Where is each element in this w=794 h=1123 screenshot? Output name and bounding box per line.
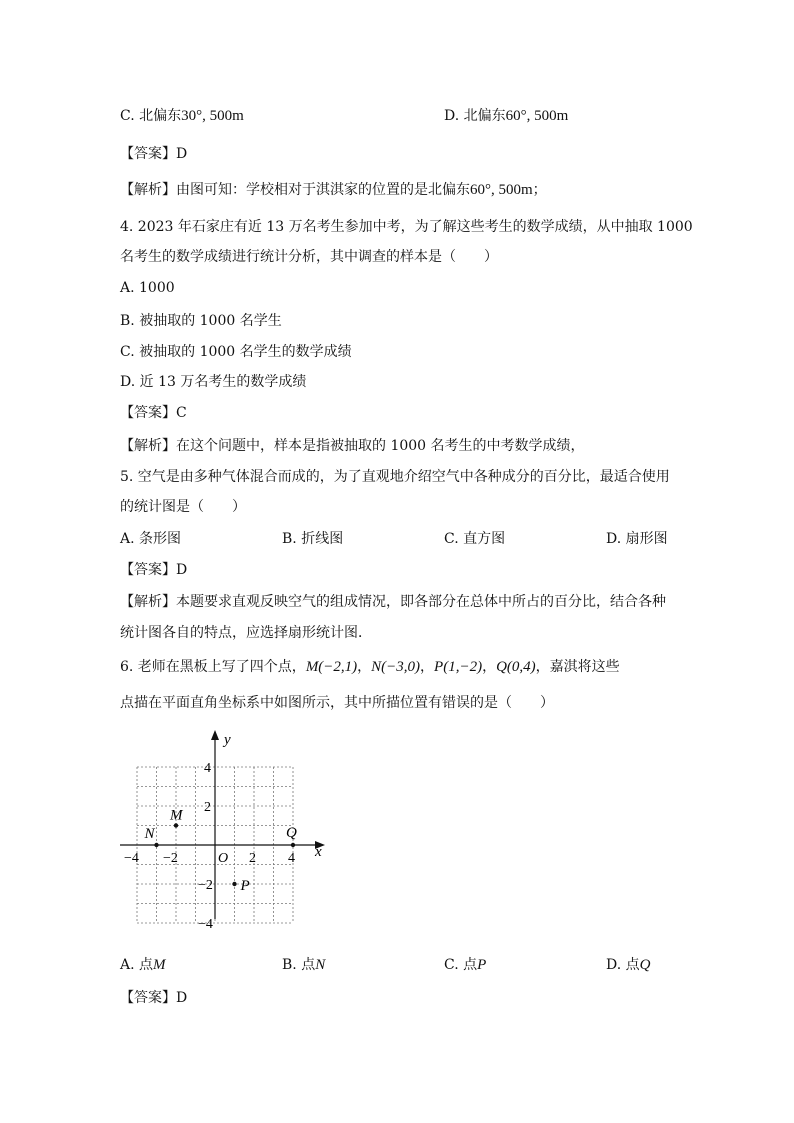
q6-option-c	[444, 955, 486, 975]
q4-option-a	[120, 278, 175, 298]
y-axis-label: y	[224, 732, 231, 748]
x-tick-labels	[124, 851, 295, 866]
y-axis-arrow	[211, 730, 219, 740]
q4-option-b	[120, 311, 282, 331]
q4-option-d	[120, 372, 306, 392]
analysis-tag: 【解析】	[120, 438, 176, 454]
x-tick-label: 2	[249, 851, 256, 866]
analysis-text: 在这个问题中，样本是指被抽取的 1000 名考生的中考数学成绩，	[176, 438, 585, 454]
point-n-coords: N(−3,0)	[371, 659, 421, 675]
q5-option-c	[444, 529, 505, 549]
option-letter: B.	[282, 957, 297, 973]
option-letter: A.	[120, 531, 135, 547]
q6-stem-line1: 6. 老师在黑板上写了四个点，M(−2,1)，N(−3,0)，P(1,−2)，Q(0,4)，嘉淇将这些	[120, 659, 620, 675]
q5-analysis-line1	[120, 592, 666, 612]
option-text: 直方图	[463, 531, 506, 547]
option-var: P	[477, 957, 487, 973]
answer-tag: 【答案】	[120, 146, 176, 162]
q5-stem-line1: 5. 空气是由多种气体混合而成的，为了直观地介绍空气中各种成分的百分比，最适合使用	[120, 469, 670, 485]
q4-answer	[120, 403, 187, 423]
stem-text: 6. 老师在黑板上写了四个点，	[120, 659, 306, 675]
origin-label: O	[218, 851, 229, 866]
option-text: 北偏东	[139, 108, 182, 124]
answer-tag: 【答案】	[120, 562, 176, 578]
point-q	[286, 825, 297, 847]
option-var: N	[315, 957, 326, 973]
answer-value: D	[176, 146, 188, 162]
q4-stem-line2: 名考生的数学成绩进行统计分析，其中调查的样本是（ ）	[120, 249, 498, 265]
option-text: 折线图	[301, 531, 344, 547]
analysis-tag: 【解析】	[120, 182, 176, 198]
q5-analysis-line2: 统计图各自的特点，应选择扇形统计图．	[120, 625, 372, 641]
q6-option-a	[120, 955, 166, 975]
analysis-text: 本题要求直观反映空气的组成情况，即各部分在总体中所占的百分比，结合各种	[176, 594, 666, 610]
point-dot	[154, 843, 158, 847]
option-text: 点	[301, 957, 316, 973]
q3-option-c	[120, 106, 244, 126]
analysis-tag: 【解析】	[120, 594, 176, 610]
stem-text: ，嘉淇将这些	[535, 659, 620, 675]
x-tick-label: −4	[124, 851, 139, 866]
q6-stem-line2: 点描在平面直角坐标系中如图所示，其中所描位置有错误的是（ ）	[120, 695, 554, 711]
option-text: 北偏东	[463, 108, 506, 124]
option-text: 点	[625, 957, 640, 973]
q5-option-d	[606, 529, 668, 549]
option-text: 扇形图	[625, 531, 668, 547]
q5-option-a	[120, 529, 181, 549]
q5-option-b	[282, 529, 343, 549]
point-label: N	[144, 826, 155, 842]
option-letter: C.	[120, 344, 135, 360]
x-tick-label: −2	[163, 851, 178, 866]
option-text: 被抽取的 1000 名学生	[139, 313, 282, 329]
option-text: 条形图	[139, 531, 182, 547]
option-var: Q	[639, 957, 651, 973]
option-text: 被抽取的 1000 名学生的数学成绩	[139, 344, 352, 360]
option-letter: D.	[606, 531, 622, 547]
option-letter: D.	[444, 108, 460, 124]
point-dot	[232, 882, 236, 886]
point-label: P	[240, 878, 250, 894]
option-letter: D.	[606, 957, 622, 973]
option-math: 30°, 500m	[181, 108, 244, 124]
analysis-text: 由图可知：学校相对于淇淇家的位置的是北偏东	[176, 182, 470, 198]
q4-stem-line1: 4. 2023 年石家庄有近 13 万名考生参加中考，为了解这些考生的数学成绩，从中抽取 1000	[120, 219, 693, 235]
option-letter: D.	[120, 374, 136, 390]
q4-option-c	[120, 342, 352, 362]
point-m	[169, 808, 184, 828]
option-letter: A.	[120, 957, 135, 973]
analysis-punct: ；	[532, 182, 547, 198]
coordinate-plane	[112, 730, 332, 940]
point-m-coords: M(−2,1)	[305, 659, 358, 675]
answer-value: C	[176, 405, 187, 421]
y-tick-label: −4	[198, 917, 213, 932]
option-text: 点	[463, 957, 478, 973]
q6-option-d	[606, 955, 650, 975]
option-letter: C.	[444, 531, 459, 547]
answer-value: D	[176, 562, 188, 578]
y-tick-label: −2	[198, 878, 213, 893]
y-tick-label: 2	[204, 800, 211, 815]
q3-answer	[120, 144, 187, 164]
option-letter: B.	[282, 531, 297, 547]
answer-value: D	[176, 990, 188, 1006]
option-text: 近 13 万名考生的数学成绩	[139, 374, 307, 390]
q4-analysis	[120, 436, 585, 456]
q6-option-b	[282, 955, 325, 975]
point-dot	[291, 843, 295, 847]
answer-tag: 【答案】	[120, 405, 176, 421]
option-var: M	[153, 957, 166, 973]
option-text: 点	[139, 957, 154, 973]
x-tick-label: 4	[288, 851, 295, 866]
option-letter: B.	[120, 313, 135, 329]
q3-analysis	[120, 180, 547, 200]
option-math: 60°, 500m	[505, 108, 569, 124]
option-letter: C.	[120, 108, 135, 124]
answer-tag: 【答案】	[120, 990, 176, 1006]
point-p	[232, 878, 249, 894]
analysis-math: 60°, 500m	[470, 182, 533, 198]
q6-answer	[120, 988, 187, 1008]
q5-answer	[120, 560, 187, 580]
point-label: M	[170, 807, 183, 824]
option-letter: C.	[444, 957, 459, 973]
point-q-coords: Q(0,4)	[496, 659, 536, 675]
point-p-coords: P(1,−2)	[434, 659, 483, 675]
q3-option-d	[444, 106, 568, 126]
point-dot	[174, 823, 178, 827]
point-label: Q	[286, 825, 297, 841]
y-tick-label: 4	[204, 761, 211, 776]
x-axis-label: x	[315, 844, 322, 860]
option-letter: A.	[120, 280, 135, 296]
option-text: 1000	[139, 280, 175, 296]
q5-stem-line2: 的统计图是（ ）	[120, 499, 246, 515]
